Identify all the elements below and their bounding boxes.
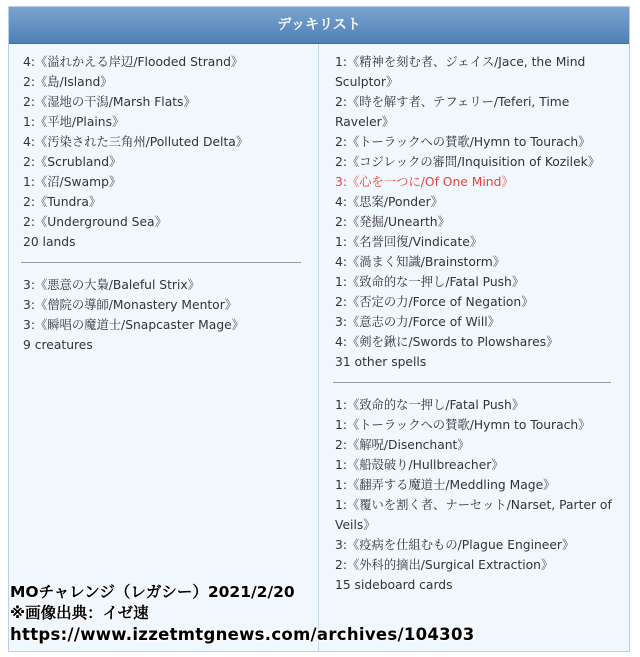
lands-list xyxy=(23,52,318,252)
card-line[interactable]: 3:《瞬唱の魔道士/Snapcaster Mage》 xyxy=(23,318,244,332)
decklist-columns xyxy=(9,44,629,651)
card-line[interactable]: 4:《渦まく知識/Brainstorm》 xyxy=(335,255,505,269)
decklist-title: デッキリスト xyxy=(277,17,361,33)
section-divider xyxy=(21,262,301,263)
sideboard-total: 15 sideboard cards xyxy=(335,578,453,592)
card-line[interactable]: 1:《沼/Swamp》 xyxy=(23,175,122,189)
source-url: https://www.izzetmtgnews.com/archives/104303 xyxy=(10,625,475,644)
card-line[interactable]: 1:《覆いを割く者、ナーセット/Narset, Parter of Veils》 xyxy=(335,498,612,532)
card-line[interactable]: 4:《溢れかえる岸辺/Flooded Strand》 xyxy=(23,55,244,69)
card-line[interactable]: 2:《島/Island》 xyxy=(23,75,113,89)
card-line[interactable]: 2:《時を解す者、テフェリー/Teferi, Time Raveler》 xyxy=(335,95,570,129)
spells-list xyxy=(335,52,629,372)
card-line[interactable]: 1:《翻弄する魔道士/Meddling Mage》 xyxy=(335,478,556,492)
event-caption: MOチャレンジ（レガシー）2021/2/20 xyxy=(10,583,295,601)
card-line[interactable]: 1:《平地/Plains》 xyxy=(23,115,125,129)
card-line[interactable]: 4:《汚染された三角州/Polluted Delta》 xyxy=(23,135,249,149)
sideboard-list xyxy=(335,395,629,595)
card-line[interactable]: 2:《否定の力/Force of Negation》 xyxy=(335,295,534,309)
card-line[interactable]: 1:《精神を刻む者、ジェイス/Jace, the Mind Sculptor》 xyxy=(335,55,586,89)
creatures-total: 9 creatures xyxy=(23,338,93,352)
spells-total: 31 other spells xyxy=(335,355,427,369)
card-line[interactable]: 2:《Tundra》 xyxy=(23,195,102,209)
card-line[interactable]: 3:《疫病を仕組むもの/Plague Engineer》 xyxy=(335,538,575,552)
decklist-header xyxy=(9,7,629,44)
card-line[interactable]: 3:《意志の力/Force of Will》 xyxy=(335,315,500,329)
card-line[interactable]: 1:《トーラックへの賛歌/Hymn to Tourach》 xyxy=(335,418,591,432)
lands-total: 20 lands xyxy=(23,235,76,249)
card-line[interactable]: 2:《Underground Sea》 xyxy=(23,215,167,229)
card-line[interactable]: 1:《致命的な一押し/Fatal Push》 xyxy=(335,275,525,289)
card-line[interactable]: 2:《トーラックへの賛歌/Hymn to Tourach》 xyxy=(335,135,591,149)
card-line[interactable]: 2:《Scrubland》 xyxy=(23,155,122,169)
creatures-list xyxy=(23,275,318,355)
card-line[interactable]: 3:《僧院の導師/Monastery Mentor》 xyxy=(23,298,238,312)
card-line[interactable]: 2:《湿地の干潟/Marsh Flats》 xyxy=(23,95,196,109)
card-line[interactable]: 2:《コジレックの審問/Inquisition of Kozilek》 xyxy=(335,155,601,169)
section-divider xyxy=(333,382,611,383)
card-line[interactable]: 4:《思案/Ponder》 xyxy=(335,195,444,209)
card-line[interactable]: 3:《悪意の大梟/Baleful Strix》 xyxy=(23,278,200,292)
card-line[interactable]: 2:《解呪/Disenchant》 xyxy=(335,438,470,452)
card-line[interactable]: 1:《船殻破り/Hullbreacher》 xyxy=(335,458,504,472)
card-line[interactable]: 2:《発掘/Unearth》 xyxy=(335,215,450,229)
card-line-highlighted[interactable]: 3:《心を一つに/Of One Mind》 xyxy=(335,175,514,189)
decklist-panel xyxy=(8,6,630,652)
maindeck-left-column xyxy=(9,44,319,651)
card-line[interactable]: 2:《外科的摘出/Surgical Extraction》 xyxy=(335,558,554,572)
source-caption-overlay xyxy=(10,582,475,645)
card-line[interactable]: 1:《名誉回復/Vindicate》 xyxy=(335,235,483,249)
source-credit: ※画像出典：イゼ速 xyxy=(10,604,149,622)
card-line[interactable]: 1:《致命的な一押し/Fatal Push》 xyxy=(335,398,525,412)
card-line[interactable]: 4:《剣を鍬に/Swords to Plowshares》 xyxy=(335,335,559,349)
maindeck-right-column xyxy=(319,44,629,651)
